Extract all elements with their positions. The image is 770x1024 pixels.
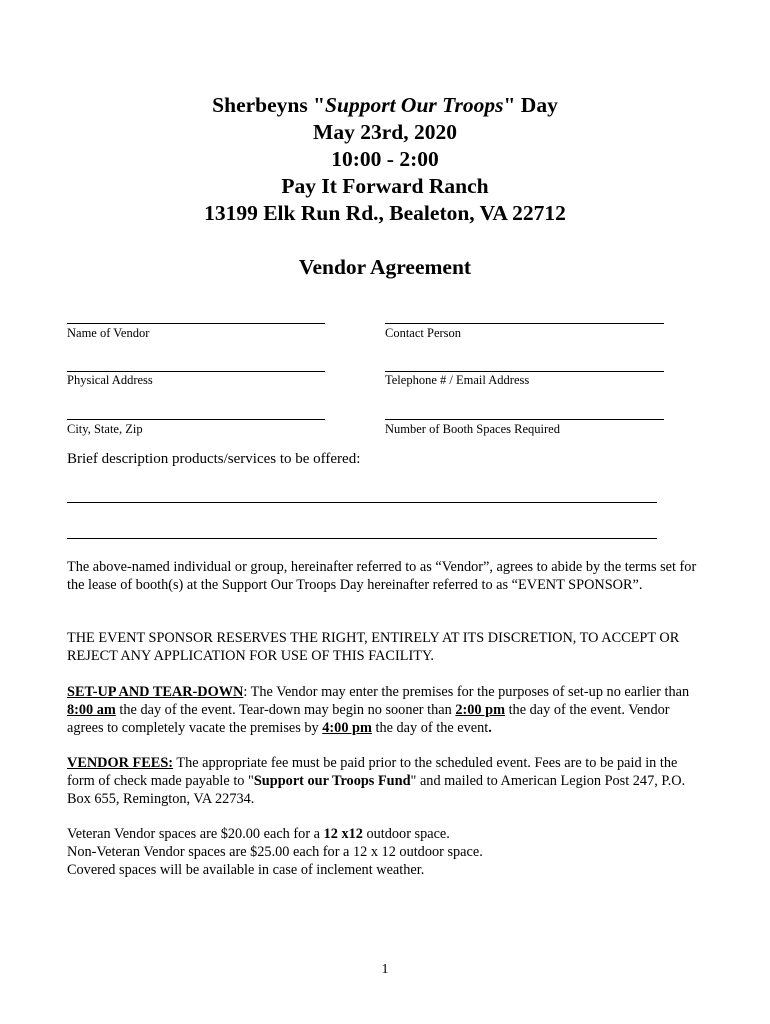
setup-text-4: the day of the event — [371, 720, 489, 736]
veteran-space-size: 12 x12 — [323, 826, 363, 842]
veteran-pricing — [67, 825, 707, 843]
fees-payee: Support our Troops Fund — [253, 773, 411, 789]
description-label: Brief description products/services to be offered: — [67, 451, 361, 467]
fees-heading: VENDOR FEES: — [67, 755, 174, 771]
fees-section — [67, 754, 707, 808]
pricing-section — [67, 825, 707, 879]
title-suffix: " Day — [503, 93, 558, 117]
covered-spaces-note: Covered spaces will be available in case of inclement weather. — [67, 862, 425, 878]
fees-text-1: The appropriate fee must be paid prior to the scheduled event. Fees are to be paid in the form of check made payable to " — [67, 755, 678, 789]
event-title — [0, 92, 770, 119]
booth-spaces-line[interactable] — [385, 419, 664, 420]
intro-paragraph: The above-named individual or group, hereinafter referred to as “Vendor”, agrees to abide by the terms set for the lease of booth(s) at the Support Our Troops Day hereinafter referred to as “EVENT SPONSOR”. — [67, 559, 697, 593]
title-prefix: Sherbeyns " — [212, 93, 326, 117]
event-address: 13199 Elk Run Rd., Bealeton, VA 22712 — [204, 201, 566, 225]
booth-spaces-label: Number of Booth Spaces Required — [385, 422, 560, 436]
city-state-zip-label: City, State, Zip — [67, 422, 143, 436]
setup-time-1: 8:00 am — [67, 702, 116, 718]
city-state-zip-line[interactable] — [67, 419, 325, 420]
event-venue: Pay It Forward Ranch — [281, 174, 489, 198]
physical-address-label: Physical Address — [67, 373, 153, 387]
veteran-pricing-post: outdoor space. — [362, 826, 450, 842]
setup-time-2: 2:00 pm — [455, 702, 505, 718]
name-of-vendor-line[interactable] — [67, 323, 325, 324]
contact-person-line[interactable] — [385, 323, 664, 324]
setup-text-3: the day of the event. Vendor agrees to completely vacate the premises by — [67, 702, 670, 736]
fees-text-2: " and mailed to American Legion Post 247, P.O. Box 655, Remington, VA 22734. — [67, 773, 686, 807]
name-of-vendor-label: Name of Vendor — [67, 326, 150, 340]
page-number: 1 — [381, 962, 389, 977]
title-italic: Support Our Troops — [325, 93, 504, 117]
telephone-email-label: Telephone # / Email Address — [385, 373, 530, 387]
event-time: 10:00 - 2:00 — [331, 147, 439, 171]
physical-address-line[interactable] — [67, 371, 325, 372]
setup-time-3: 4:00 pm — [322, 720, 372, 736]
setup-text-1: The Vendor may enter the premises for the purposes of set-up no earlier than — [247, 684, 690, 700]
description-line-1[interactable] — [67, 502, 657, 503]
setup-text-2: the day of the event. Tear-down may begin no sooner than — [115, 702, 456, 718]
form-title: Vendor Agreement — [298, 255, 472, 279]
telephone-email-line[interactable] — [385, 371, 664, 372]
setup-section — [67, 683, 707, 737]
reservation-notice: THE EVENT SPONSOR RESERVES THE RIGHT, ENTIRELY AT ITS DISCRETION, TO ACCEPT OR REJECT ANY APPLICATION FOR USE OF THIS FACILITY. — [67, 630, 680, 664]
contact-person-label: Contact Person — [385, 326, 462, 340]
setup-heading: SET-UP AND TEAR-DOWN — [67, 684, 244, 700]
event-date: May 23rd, 2020 — [313, 120, 457, 144]
setup-end-period: . — [488, 720, 492, 736]
event-header — [0, 92, 770, 227]
non-veteran-pricing: Non-Veteran Vendor spaces are $25.00 each for a 12 x 12 outdoor space. — [67, 844, 483, 860]
setup-colon: : — [243, 684, 248, 700]
veteran-pricing-pre: Veteran Vendor spaces are $20.00 each for a — [67, 826, 324, 842]
description-line-2[interactable] — [67, 538, 657, 539]
